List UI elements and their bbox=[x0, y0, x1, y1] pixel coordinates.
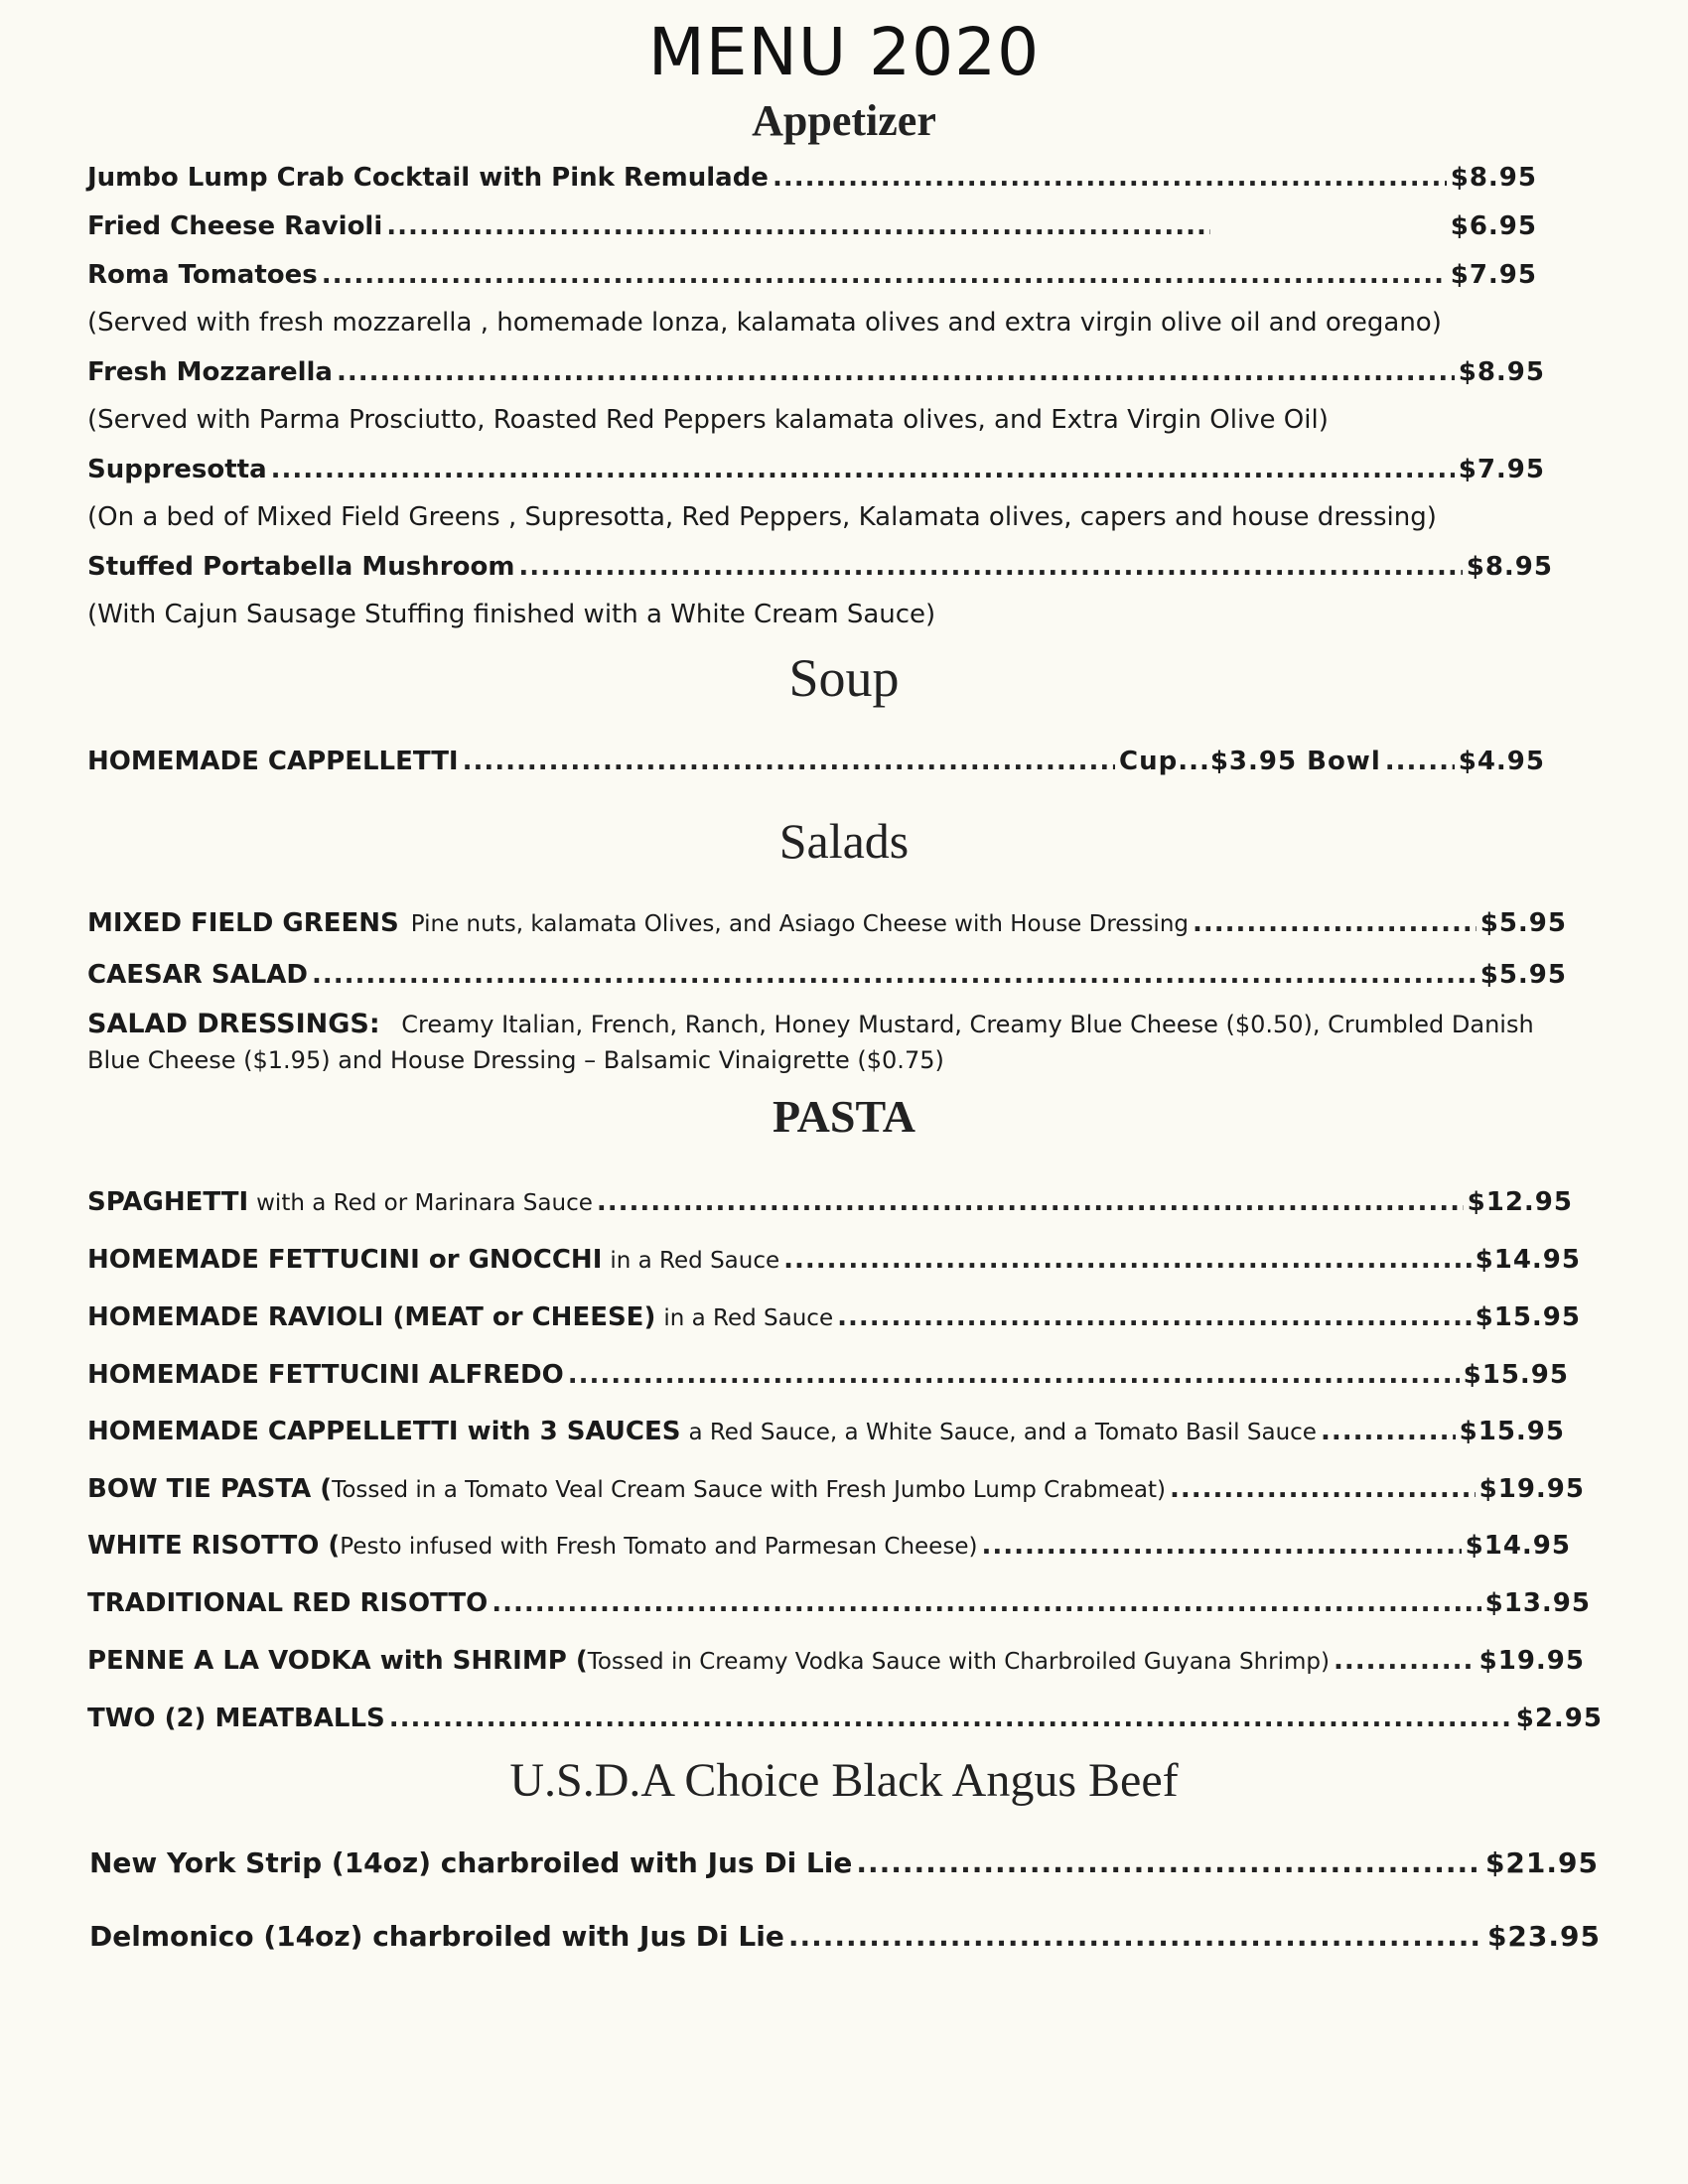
leader-dots bbox=[1170, 1474, 1476, 1504]
menu-item bbox=[87, 908, 1567, 938]
item-name: MIXED FIELD GREENS bbox=[87, 908, 399, 938]
appetizer-heading: Appetizer bbox=[752, 96, 936, 145]
item-price: $8.95 bbox=[1450, 163, 1537, 193]
menu-item bbox=[87, 260, 1537, 290]
menu-item bbox=[87, 211, 1537, 241]
menu-item bbox=[87, 1704, 1603, 1733]
item-name: New York Strip (14oz) charbroiled with Jus Di Lie bbox=[89, 1846, 853, 1879]
leader-dots bbox=[783, 1245, 1472, 1275]
item-desc: with a Red or Marinara Sauce bbox=[256, 1190, 593, 1216]
item-name: Fried Cheese Ravioli bbox=[87, 211, 383, 241]
item-name: Fresh Mozzarella bbox=[87, 357, 333, 387]
salad-dressings bbox=[87, 1007, 1547, 1078]
item-name: WHITE RISOTTO ( bbox=[87, 1531, 341, 1561]
item-price: $14.95 bbox=[1475, 1245, 1581, 1275]
leader-dots bbox=[1334, 1646, 1476, 1676]
item-name: PENNE A LA VODKA with SHRIMP ( bbox=[87, 1646, 588, 1676]
menu-item bbox=[87, 1302, 1581, 1332]
leader-dots bbox=[312, 960, 1477, 990]
leader-dots bbox=[1321, 1417, 1456, 1446]
leader-dots bbox=[981, 1531, 1461, 1561]
item-name: HOMEMADE CAPPELLETTI bbox=[87, 747, 459, 776]
leader-dots bbox=[1385, 747, 1455, 776]
leader-dots bbox=[597, 1187, 1464, 1217]
item-note: (Served with fresh mozzarella , homemade lonza, kalamata olives and extra virgin olive oil and oregano) bbox=[87, 308, 1442, 338]
item-name: HOMEMADE CAPPELLETTI with 3 SAUCES bbox=[87, 1417, 681, 1446]
leader-dots bbox=[837, 1302, 1472, 1332]
soup-heading: Soup bbox=[788, 648, 900, 708]
leader-dots bbox=[337, 357, 1455, 387]
menu-item bbox=[87, 1187, 1573, 1217]
dressings-label: SALAD DRESSINGS: bbox=[87, 1009, 380, 1039]
leader-dots bbox=[389, 1704, 1512, 1733]
item-price: $4.95 bbox=[1458, 747, 1545, 776]
menu-title: MENU 2020 bbox=[647, 14, 1041, 90]
item-price: $7.95 bbox=[1458, 455, 1545, 484]
item-desc: Pine nuts, kalamata Olives, and Asiago Cheese with House Dressing bbox=[410, 911, 1189, 937]
item-price: $8.95 bbox=[1466, 552, 1553, 582]
item-price: $5.95 bbox=[1479, 908, 1567, 938]
item-price: $2.95 bbox=[1515, 1704, 1603, 1733]
leader-dots bbox=[568, 1360, 1460, 1390]
leader-dots bbox=[386, 211, 1210, 241]
item-price: $15.95 bbox=[1459, 1417, 1565, 1446]
item-price: $15.95 bbox=[1463, 1360, 1569, 1390]
menu-item bbox=[87, 1417, 1565, 1446]
item-price: $19.95 bbox=[1478, 1474, 1585, 1504]
item-name: HOMEMADE RAVIOLI (MEAT or CHEESE) bbox=[87, 1302, 656, 1332]
item-price: $23.95 bbox=[1486, 1920, 1601, 1953]
menu-item bbox=[87, 552, 1553, 582]
item-price: $8.95 bbox=[1458, 357, 1545, 387]
item-name: TRADITIONAL RED RISOTTO bbox=[87, 1588, 489, 1618]
menu-item bbox=[87, 1474, 1585, 1504]
item-name: TWO (2) MEATBALLS bbox=[87, 1704, 385, 1733]
item-desc: Pesto infused with Fresh Tomato and Parmesan Cheese) bbox=[340, 1534, 978, 1560]
leader-dots bbox=[271, 455, 1455, 484]
dressings-text: Creamy Italian, French, Ranch, Honey Mustard, Creamy Blue Cheese ($0.50), Crumbled Danish Blue Cheese ($1.95) and House Dressing – Balsamic Vinaigrette ($0.75) bbox=[87, 1011, 1534, 1074]
leader-dots bbox=[856, 1846, 1481, 1879]
pasta-heading: PASTA bbox=[773, 1091, 915, 1142]
leader-dots bbox=[518, 552, 1462, 582]
menu-item bbox=[87, 455, 1545, 484]
item-note: (Served with Parma Prosciutto, Roasted Red Peppers kalamata olives, and Extra Virgin Olive Oil) bbox=[87, 405, 1329, 435]
leader-dots bbox=[463, 747, 1115, 776]
item-price: $21.95 bbox=[1484, 1846, 1599, 1879]
item-desc: in a Red Sauce bbox=[663, 1305, 834, 1331]
item-name: Stuffed Portabella Mushroom bbox=[87, 552, 515, 582]
item-name: Suppresotta bbox=[87, 455, 267, 484]
menu-item bbox=[87, 357, 1545, 387]
item-price: $5.95 bbox=[1479, 960, 1567, 990]
item-price: $12.95 bbox=[1467, 1187, 1573, 1217]
leader-dots bbox=[492, 1588, 1480, 1618]
item-name: Roma Tomatoes bbox=[87, 260, 318, 290]
item-price: $14.95 bbox=[1465, 1531, 1571, 1561]
menu-item bbox=[89, 1846, 1599, 1879]
item-desc: Tossed in a Tomato Veal Cream Sauce with Fresh Jumbo Lump Crabmeat) bbox=[332, 1477, 1166, 1503]
item-name: BOW TIE PASTA ( bbox=[87, 1474, 333, 1504]
menu-item bbox=[87, 1646, 1585, 1676]
soup-cup-bowl: Cup...$3.95 Bowl bbox=[1119, 747, 1381, 776]
leader-dots bbox=[322, 260, 1447, 290]
item-desc: a Red Sauce, a White Sauce, and a Tomato Basil Sauce bbox=[688, 1420, 1317, 1445]
leader-dots bbox=[773, 163, 1447, 193]
menu-item bbox=[87, 1245, 1581, 1275]
menu-item bbox=[89, 1920, 1601, 1953]
leader-dots bbox=[788, 1920, 1483, 1953]
menu-item bbox=[87, 1360, 1569, 1390]
item-name: CAESAR SALAD bbox=[87, 960, 309, 990]
beef-heading: U.S.D.A Choice Black Angus Beef bbox=[509, 1754, 1179, 1807]
menu-item bbox=[87, 960, 1567, 990]
item-note: (With Cajun Sausage Stuffing finished with a White Cream Sauce) bbox=[87, 600, 936, 629]
leader-dots bbox=[1193, 908, 1477, 938]
item-price: $15.95 bbox=[1475, 1302, 1581, 1332]
item-desc: Tossed in Creamy Vodka Sauce with Charbroiled Guyana Shrimp) bbox=[587, 1649, 1330, 1675]
item-price: $13.95 bbox=[1484, 1588, 1591, 1618]
item-desc: in a Red Sauce bbox=[610, 1248, 780, 1274]
item-price: $19.95 bbox=[1478, 1646, 1585, 1676]
menu-item bbox=[87, 747, 1545, 776]
menu-item bbox=[87, 1588, 1591, 1618]
menu-item bbox=[87, 163, 1537, 193]
item-name: SPAGHETTI bbox=[87, 1187, 249, 1217]
salads-heading: Salads bbox=[778, 813, 910, 869]
item-price: $6.95 bbox=[1450, 211, 1537, 241]
item-price: $7.95 bbox=[1450, 260, 1537, 290]
item-name: HOMEMADE FETTUCINI or GNOCCHI bbox=[87, 1245, 603, 1275]
item-name: Jumbo Lump Crab Cocktail with Pink Remulade bbox=[87, 163, 769, 193]
item-name: HOMEMADE FETTUCINI ALFREDO bbox=[87, 1360, 564, 1390]
menu-item bbox=[87, 1531, 1571, 1561]
item-note: (On a bed of Mixed Field Greens , Supresotta, Red Peppers, Kalamata olives, capers and house dressing) bbox=[87, 502, 1437, 532]
item-name: Delmonico (14oz) charbroiled with Jus Di Lie bbox=[89, 1920, 784, 1953]
